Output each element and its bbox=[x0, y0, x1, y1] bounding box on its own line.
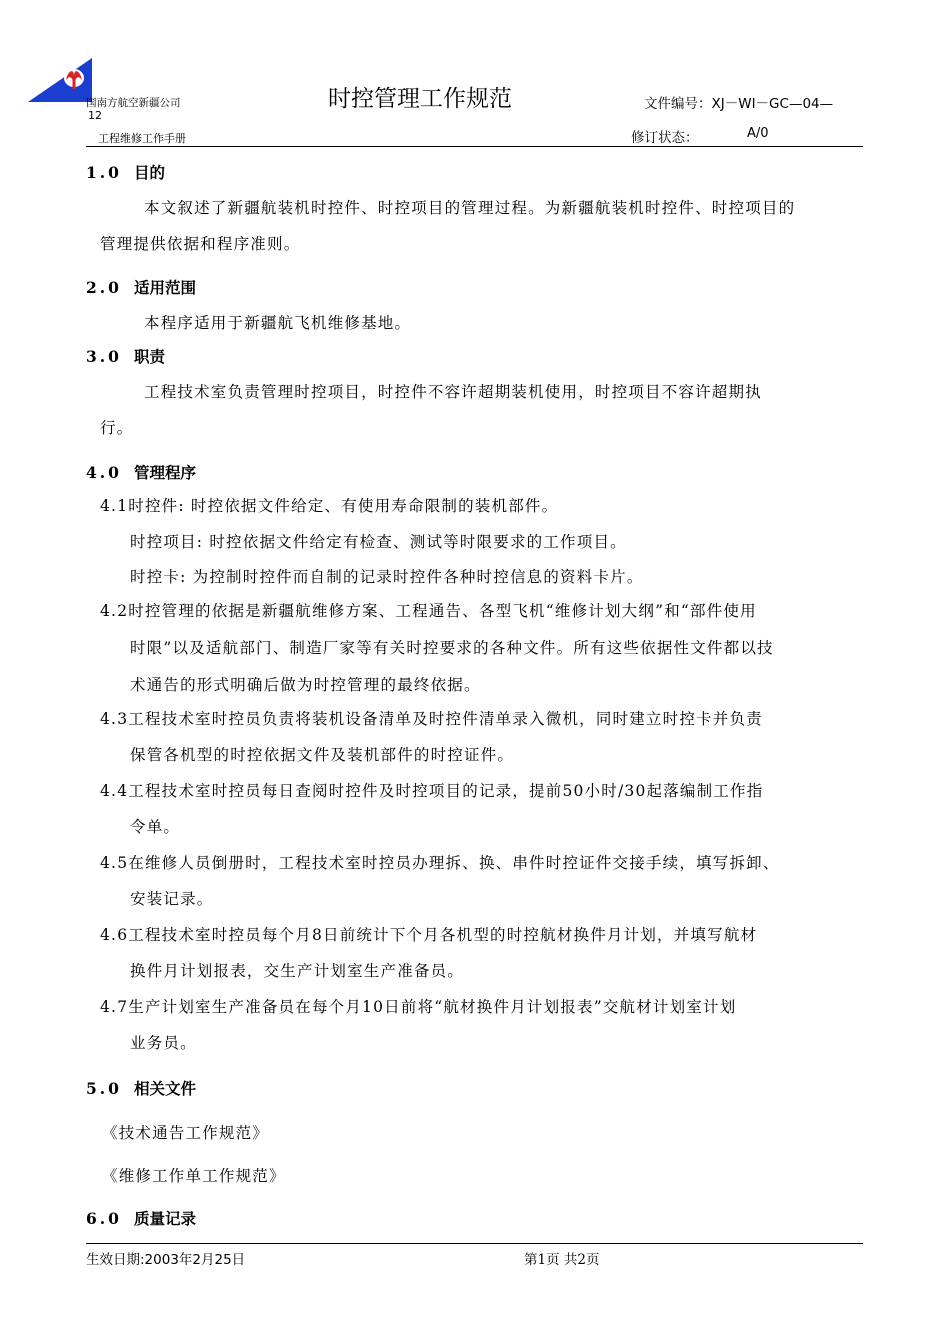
section-number: 2.0 bbox=[86, 278, 122, 297]
paragraph-line: 换件月计划报表，交生产计划室生产准备员。 bbox=[130, 962, 465, 980]
paragraph-line: 安装记录。 bbox=[130, 890, 214, 908]
section-title: 适用范围 bbox=[134, 278, 197, 297]
section-heading bbox=[86, 1077, 196, 1099]
section-number: 5.0 bbox=[86, 1079, 122, 1098]
page-number: 第1页 共2页 bbox=[524, 1252, 600, 1268]
reference-document: 《维修工作单工作规范》 bbox=[102, 1167, 286, 1185]
paragraph-line: 本程序适用于新疆航飞机维修基地。 bbox=[144, 314, 412, 332]
section-number: 6.0 bbox=[86, 1209, 122, 1228]
paragraph-line: 4.4工程技术室时控员每日查阅时控件及时控项目的记录，提前50小时/30起落编制工作指 bbox=[100, 782, 764, 800]
section-title: 职责 bbox=[134, 347, 166, 366]
paragraph-line: 行。 bbox=[100, 419, 134, 437]
section-heading bbox=[86, 1207, 196, 1229]
paragraph-line: 保管各机型的时控依据文件及装机部件的时控证件。 bbox=[130, 746, 515, 764]
document-number: 文件编号：XJ－WI－GC—04— bbox=[644, 96, 834, 112]
company-logo bbox=[28, 58, 94, 102]
company-name: 国南方航空新疆公司 bbox=[86, 97, 181, 109]
paragraph-line: 时控项目: 时控依据文件给定有检查、测试等时限要求的工作项目。 bbox=[130, 533, 627, 551]
paragraph-line: 工程技术室负责管理时控项目，时控件不容许超期装机使用，时控项目不容许超期执 bbox=[144, 383, 762, 401]
paragraph-line: 业务员。 bbox=[130, 1034, 197, 1052]
reference-document: 《技术通告工作规范》 bbox=[102, 1124, 270, 1142]
header-divider bbox=[86, 146, 863, 147]
section-title: 目的 bbox=[134, 163, 166, 182]
section-title: 管理程序 bbox=[134, 463, 197, 482]
section-title: 相关文件 bbox=[134, 1079, 197, 1098]
paragraph-line: 4.6工程技术室时控员每个月8日前统计下个月各机型的时控航材换件月计划，并填写航材 bbox=[100, 926, 758, 944]
section-number: 3.0 bbox=[86, 347, 122, 366]
manual-name: 工程维修工作手册 bbox=[98, 132, 186, 145]
paragraph-line: 4.5在维修人员倒册时，工程技术室时控员办理拆、换、串件时控证件交接手续，填写拆卸、 bbox=[100, 854, 780, 872]
paragraph-line: 时控卡: 为控制时控件而自制的记录时控件各种时控信息的资料卡片。 bbox=[130, 568, 644, 586]
section-title: 质量记录 bbox=[134, 1209, 197, 1228]
revision-label: 修订状态： bbox=[631, 130, 699, 146]
footer-divider bbox=[86, 1243, 863, 1244]
paragraph-line: 管理提供依据和程序准则。 bbox=[100, 235, 301, 253]
paragraph-line: 术通告的形式明确后做为时控管理的最终依据。 bbox=[130, 676, 481, 694]
paragraph-line: 4.3工程技术室时控员负责将装机设备清单及时控件清单录入微机，同时建立时控卡并负责 bbox=[100, 710, 763, 728]
section-heading bbox=[86, 345, 165, 367]
paragraph-line: 本文叙述了新疆航装机时控件、时控项目的管理过程。为新疆航装机时控件、时控项目的 bbox=[144, 199, 796, 217]
paragraph-line: 4.1时控件: 时控依据文件给定、有使用寿命限制的装机部件。 bbox=[100, 497, 559, 515]
paragraph-line: 4.2时控管理的依据是新疆航维修方案、工程通告、各型飞机“维修计划大纲”和“部件使用 bbox=[100, 602, 757, 620]
paragraph-line: 4.7生产计划室生产准备员在每个月10日前将“航材换件月计划报表”交航材计划室计划 bbox=[100, 998, 737, 1016]
section-number: 1.0 bbox=[86, 163, 122, 182]
document-title: 时控管理工作规范 bbox=[328, 86, 512, 112]
section-heading bbox=[86, 276, 196, 298]
effective-date: 生效日期:2003年2月25日 bbox=[86, 1252, 246, 1268]
paragraph-line: 令单。 bbox=[130, 818, 181, 836]
section-heading bbox=[86, 161, 165, 183]
revision-value: A/0 bbox=[747, 126, 769, 141]
company-name-continuation: 12 bbox=[88, 109, 102, 122]
paragraph-line: 时限”以及适航部门、制造厂家等有关时控要求的各种文件。所有这些依据性文件都以技 bbox=[130, 639, 774, 657]
section-heading bbox=[86, 461, 196, 483]
section-number: 4.0 bbox=[86, 463, 122, 482]
